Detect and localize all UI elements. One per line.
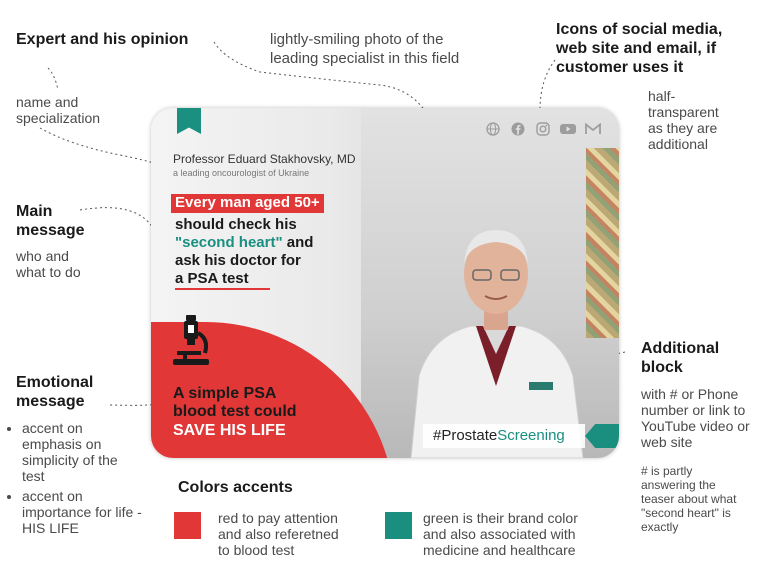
additional-note-line1: # is partly: [641, 464, 693, 478]
additional-title-line2: block: [641, 359, 683, 376]
red-swatch: [174, 512, 201, 539]
message-line: should check his: [175, 216, 297, 233]
microscope-icon: [171, 313, 211, 367]
expert-detail: name and specialization: [16, 94, 101, 126]
additional-detail-line1: with # or Phone: [641, 386, 739, 402]
emotional-line: blood test could: [173, 403, 297, 420]
ad-card: [151, 108, 619, 458]
emotional-bullets: [8, 420, 142, 540]
icons-title-line3: customer uses it: [556, 59, 684, 76]
additional-detail-line3: YouTube video or: [641, 418, 750, 434]
hashtag-part1: #Prostate: [433, 427, 498, 444]
social-icons: [485, 121, 601, 137]
additional-note-line2: answering the: [641, 478, 716, 492]
icons-detail-line2: transparent: [648, 104, 719, 120]
photo-detail-line1: lightly-smiling photo of the: [270, 31, 444, 48]
leader-emotional: [110, 404, 155, 405]
green-legend-line1: green is their brand color: [423, 510, 578, 526]
green-legend-line2: and also associated with: [423, 526, 576, 542]
message-line-highlight: Every man aged 50+: [171, 194, 324, 213]
email-icon[interactable]: [585, 121, 601, 137]
main-detail-line2: what to do: [16, 264, 81, 280]
message-underline: [175, 288, 270, 290]
expert-name: Professor Eduard Stakhovsky, MD: [173, 152, 356, 166]
green-legend-line3: medicine and healthcare: [423, 542, 576, 558]
youtube-icon[interactable]: [560, 121, 576, 137]
icons-detail-line4: additional: [648, 136, 708, 152]
message-line-rest: and: [282, 234, 314, 251]
expert-title: Expert and his opinion: [16, 31, 189, 48]
expert-role: a leading oncourologist of Ukraine: [173, 168, 310, 178]
additional-detail-line4: web site: [641, 434, 693, 450]
additional-note-line5: exactly: [641, 520, 679, 534]
red-legend-line2: and also referetned: [218, 526, 339, 542]
leader-expert-title: [48, 68, 58, 90]
icons-detail-line3: as they are: [648, 120, 718, 136]
main-detail-line1: who and: [16, 248, 69, 264]
message-line: a PSA test: [175, 270, 249, 287]
emotional-bullet: • accent on emphasis on simplicity of the test: [22, 420, 142, 484]
hashtag-part2: Screening: [497, 427, 565, 444]
leader-main: [80, 208, 155, 232]
emotional-bullet: • accent on importance for life - HIS LIFE: [22, 488, 142, 536]
doctor-photo: [401, 186, 591, 458]
instagram-icon[interactable]: [535, 121, 551, 137]
message-line: ask his doctor for: [175, 252, 301, 269]
hashtag-block[interactable]: [423, 424, 585, 448]
main-title-line1: Main: [16, 203, 53, 220]
red-legend-line3: to blood test: [218, 542, 295, 558]
legend-title: Colors accents: [178, 479, 293, 496]
emotional-title-line1: Emotional: [16, 374, 94, 391]
red-legend-line1: red to pay attention: [218, 510, 338, 526]
emotional-title-line2: message: [16, 393, 85, 410]
leader-expert: [40, 128, 160, 165]
emotional-line: A simple PSA: [173, 385, 277, 402]
photo-detail-line2: leading specialist in this field: [270, 50, 460, 67]
green-swatch: [385, 512, 412, 539]
facebook-icon[interactable]: [510, 121, 526, 137]
leader-icons: [540, 60, 555, 110]
icons-detail-line1: half-: [648, 88, 676, 104]
main-title-line2: message: [16, 222, 85, 239]
icons-title-line1: Icons of social media,: [556, 21, 723, 38]
icons-title-line2: web site and email, if: [556, 40, 717, 57]
brand-flag: [177, 108, 201, 134]
additional-note-line3: teaser about what: [641, 492, 737, 506]
additional-detail-line2: number or link to: [641, 402, 746, 418]
emotional-line-accent: SAVE HIS LIFE: [173, 422, 286, 439]
message-line-keyword: [175, 234, 313, 252]
globe-icon[interactable]: [485, 121, 501, 137]
additional-title-line1: Additional: [641, 340, 720, 357]
additional-note-line4: "second heart" is: [641, 506, 731, 520]
second-heart-keyword: "second heart": [175, 234, 283, 251]
